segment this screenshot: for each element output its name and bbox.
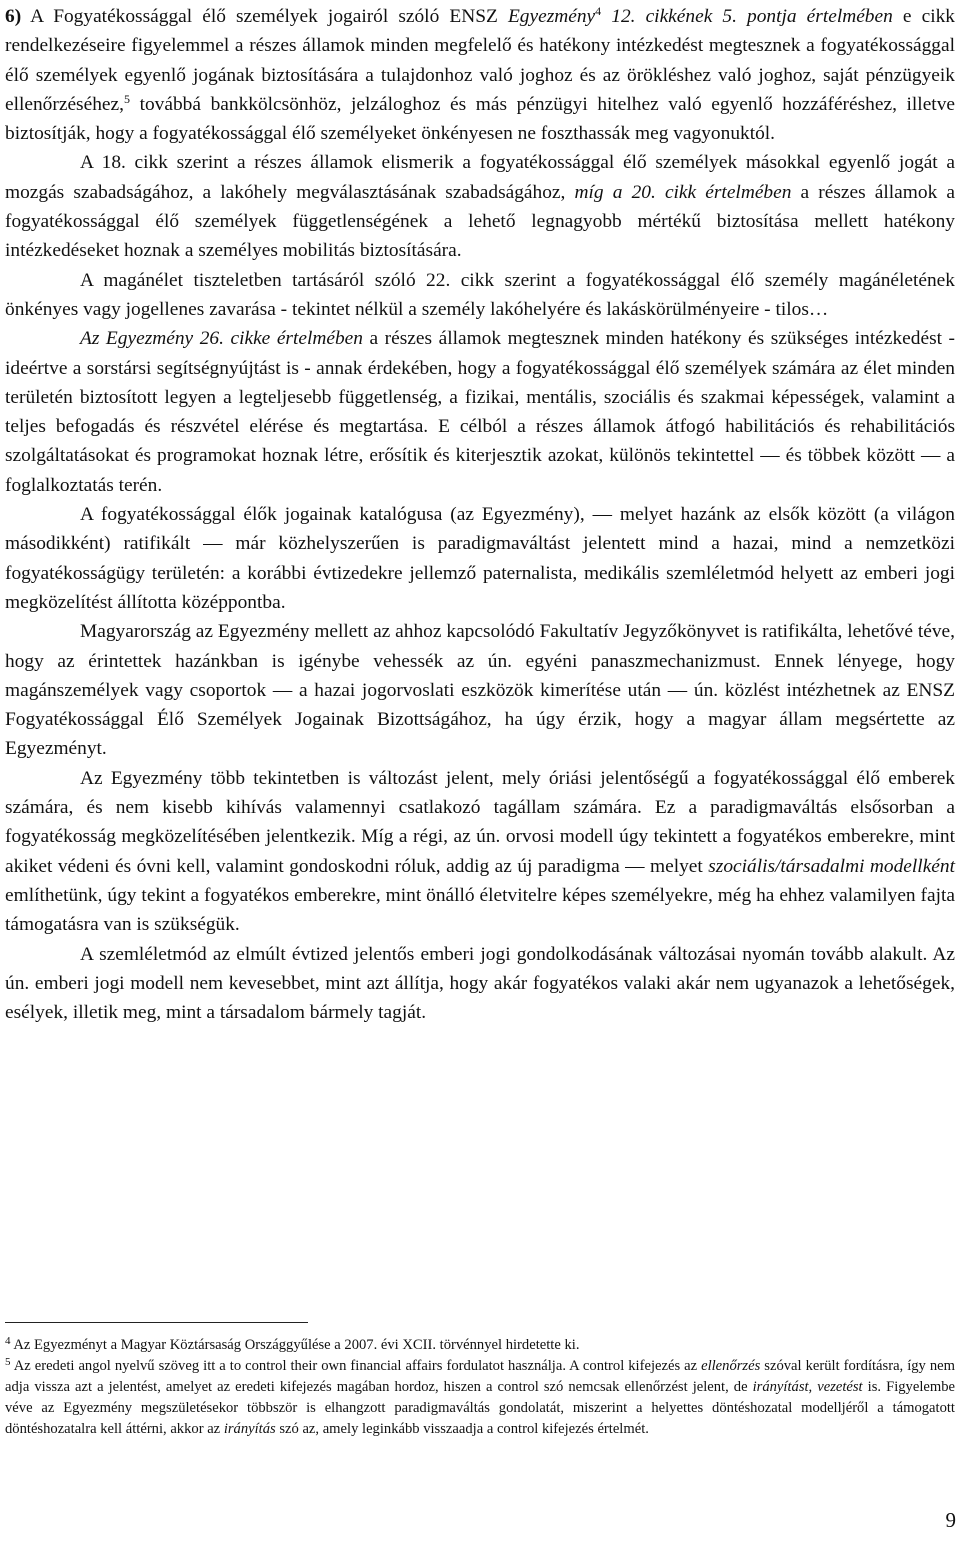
- text-run: e cikk rendelkezéseire figyelemmel a részes államok minden megfelelő és hatékony intézkedést megtesznek a fogyatékossággal élő személyek egyenlő jogának biztosítására a tulajdonhoz való joghoz és az örökléshez való joghoz, saját pénzügyeik ellenőrzéséhez,: [5, 6, 955, 115]
- italic-run: Egyezmény: [507, 6, 596, 27]
- footnote-text: is. Figyelembe véve az Egyezmény megszületésekor többször is elhangzott paradigmaváltás gondolatát, miszerint a helyettes döntéshozatal modelljéről a támogatott döntéshozatalra kell áttérni, akkor az: [5, 1379, 955, 1437]
- footnote-ref-5[interactable]: 5: [123, 91, 130, 106]
- footnotes-section: [5, 1322, 955, 1440]
- paragraph-article-18: [5, 148, 955, 265]
- footnote-5: [5, 1356, 955, 1440]
- footnote-text: szó az, amely leginkább visszaadja a control kifejezés értelmét.: [275, 1421, 649, 1437]
- paragraph-article-26: [5, 324, 955, 500]
- italic-run: irányítás: [223, 1421, 276, 1437]
- italic-run: ellenőrzés: [701, 1358, 761, 1374]
- text-run: A 18. cikk szerint a részes államok elismerik a fogyatékossággal élő személyek másokkal egyenlő jogát a mozgás szabadságához, a lakóhely megválasztásának szabadságához,: [5, 152, 955, 203]
- paragraph-catalogue: A fogyatékossággal élők jogainak katalógusa (az Egyezmény), — melyet hazánk az elsők között (a világon másodikként) ratifikált — már közhelyszerűen is paradigmaváltást jelentett mind a hazai, mind a nemzetközi fogyatékosságügy területén: a korábbi évtizedekre jellemző paternalista, medikális szemléletmód helyett az emberi jogi megközelítést állította középpontba.: [5, 504, 955, 613]
- footnote-number: 5: [5, 1356, 11, 1368]
- paragraph-optional-protocol: Magyarország az Egyezmény mellett az ahhoz kapcsolódó Fakultatív Jegyzőkönyvet is ratifikálta, lehetővé téve, hogy az érintettek hazánkban is igénybe vehessék az ún. egyéni panaszmechanizmust. Ennek lényege, hogy magánszemélyek vagy csoportok — a hazai jogorvoslati eszközök kimerítése után — ún. közlést intézhetnek az ENSZ Fogyatékossággal Élő Személyek Jogainak Bizottságához, ha úgy érzik, hogy a magyar állam megsértette az Egyezményt.: [5, 621, 955, 760]
- italic-run: 12. cikkének 5. pontja értelmében: [601, 6, 893, 27]
- footnote-separator: [5, 1322, 308, 1323]
- text-run: a részes államok a fogyatékossággal élő személyek függetlenségének a lehető legnagyobb mértékű biztosítása mellett hatékony intézkedéseket hoznak a személyes mobilitás biztosítására.: [5, 181, 956, 262]
- footnote-ref-4[interactable]: 4: [595, 4, 602, 18]
- footnote-text: Az Egyezményt a Magyar Köztársaság Országgyűlése a 2007. évi XCII. törvénnyel hirdetette ki.: [10, 1337, 580, 1353]
- text-run: a részes államok megtesznek minden hatékony és szükséges intézkedést - ideértve a sorstársi segítségnyújtást is - annak érdekében, hogy a fogyatékossággal élő személyek számára az élet minden területén biztosított legyen a legteljesebb függetlenség, a fizikai, mentális, szociális és szakmai képességek, valamint a teljes befogadás és részvétel elérése és megtartása. E célból a részes államok átfogó habilitációs és rehabilitációs szolgáltatásokat és programokat hoznak létre, erősítik és kiterjesztik azokat, különös tekintettel — és többek között — a foglalkoztatás terén.: [5, 328, 956, 496]
- footnote-number: 4: [5, 1335, 11, 1347]
- document-body: [5, 2, 955, 1027]
- italic-run: irányítást, vezetést: [752, 1379, 863, 1395]
- footnote-4: [5, 1335, 955, 1356]
- paragraph-human-rights-model: A szemléletmód az elmúlt évtized jelentős emberi jogi gondolkodásának változásai nyomán tovább alakult. Az ún. emberi jogi modell nem kevesebbet, mint azt állítja, hogy akár fogyatékos valaki akár nem ugyanazok a lehetőségek, esélyek, illetik meg, mint a társadalom bármely tagját.: [5, 943, 955, 1024]
- text-run: továbbá bankkölcsönhöz, jelzáloghoz és más pénzügyi hitelhez való egyenlő hozzáféréshez, illetve biztosítják, hogy a fogyatékossággal élő személyeket önkényesen ne foszthassák meg vagyonuktól.: [5, 93, 955, 145]
- page-number: 9: [945, 1508, 956, 1532]
- text-run: A Fogyatékossággal élő személyek jogairól szóló ENSZ: [21, 6, 508, 27]
- paragraph-paradigm-shift: [5, 764, 955, 940]
- paragraph-article-12: [5, 2, 955, 148]
- text-run: Az Egyezmény több tekintetben is változást jelent, mely óriási jelentőségű a fogyatékossággal élő emberek számára, és nem kisebb kihívás valamennyi csatlakozó tagállam számára. Ez a paradigmaváltás elsősorban a fogyatékosság megközelítésében jelentkezik. Míg a régi, az ún. orvosi modell úgy tekintett a fogyatékos emberekre, mint akiket védeni és óvni kell, valamint gondoskodni róluk, addig az új paradigma — melyet: [5, 767, 955, 877]
- italic-run: Az Egyezmény 26. cikke értelmében: [80, 328, 363, 350]
- footnote-text: szóval került fordításra, így nem adja vissza azt a jelentést, amelyet az eredeti kifejezés magában hordoz, hiszen a control szó nemcsak ellenőrzést jelent, de: [5, 1358, 955, 1395]
- text-run: említhetünk, úgy tekint a fogyatékos emberekre, mint önálló életvitelre képes személyekre, még ha ehhez valamilyen fajta támogatásra van is szükségük.: [5, 884, 955, 936]
- item-number: 6): [5, 6, 22, 27]
- italic-run: míg a 20. cikk értelmében: [574, 181, 792, 203]
- paragraph-article-22: A magánélet tiszteletben tartásáról szóló 22. cikk szerint a fogyatékossággal élő személy magánéletének önkényes vagy jogellenes zavarása - tekintet nélkül a személy lakóhelyére és lakáskörülményeire - tilos…: [5, 269, 955, 320]
- italic-run: szociális/társadalmi modellként: [708, 855, 955, 877]
- footnote-text: Az eredeti angol nyelvű szöveg itt a to control their own financial affairs fordulatot használja. A control kifejezés az: [10, 1358, 702, 1374]
